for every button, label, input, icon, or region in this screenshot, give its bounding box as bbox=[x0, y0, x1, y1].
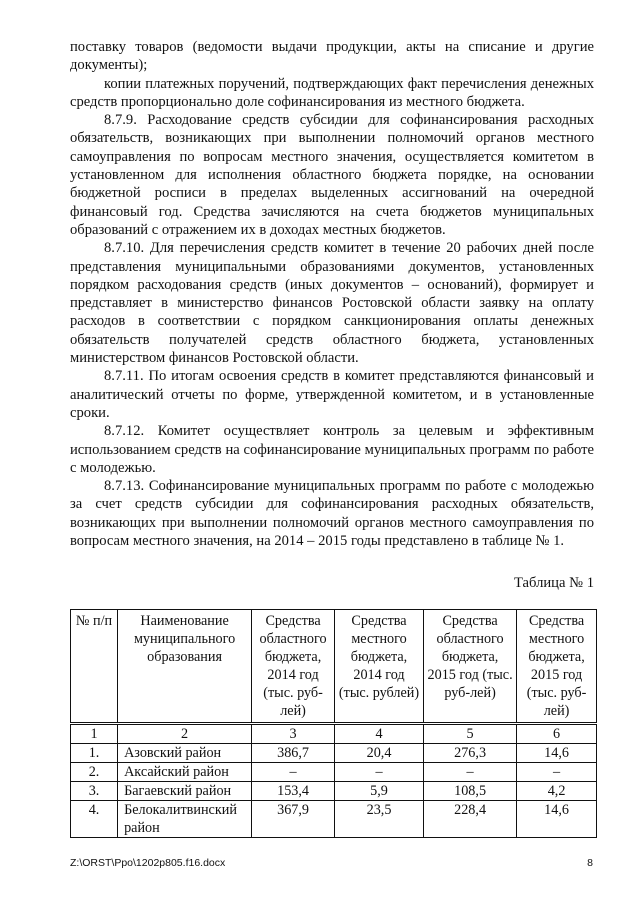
paragraph: поставку товаров (ведомости выдачи продукции, акты на списание и другие документы); bbox=[70, 39, 594, 74]
row-number: 2. bbox=[71, 763, 118, 782]
municipality-name: Багаевский район bbox=[118, 782, 252, 801]
column-number: 2 bbox=[118, 724, 252, 744]
value-cell: – bbox=[424, 763, 517, 782]
value-cell: 367,9 bbox=[252, 801, 335, 838]
file-path: Z:\ORST\Ppo\1202p805.f16.docx bbox=[70, 857, 226, 869]
header-cell: Наименование муниципального образования bbox=[118, 610, 252, 724]
column-number: 1 bbox=[71, 724, 118, 744]
paragraph: 8.7.11. По итогам освоения средств в комитет представляются финансовый и аналитический отчеты по форме, утвержденной комитетом, и в установленные сроки. bbox=[70, 368, 594, 421]
paragraph: 8.7.13. Софинансирование муниципальных программ по работе с молодежью за счет средств субсидии для софинансирования расходных обязательств, возникающих при выполнении полномочий органов местного самоуправления по вопросам местного значения, на 2014 – 2015 годы представлено в таблице № 1. bbox=[70, 478, 594, 550]
municipality-name: Белокалитвинский район bbox=[118, 801, 252, 838]
value-cell: 5,9 bbox=[335, 782, 424, 801]
value-cell: 108,5 bbox=[424, 782, 517, 801]
column-number: 4 bbox=[335, 724, 424, 744]
paragraph: копии платежных поручений, подтверждающих факт перечисления денежных средств пропорционально доле софинансирования из местного бюджета. bbox=[70, 75, 594, 110]
value-cell: – bbox=[252, 763, 335, 782]
header-cell: Средства местного бюджета, 2014 год (тыс. рублей) bbox=[335, 610, 424, 724]
header-cell: Средства местного бюджета, 2015 год (тыс. руб-лей) bbox=[517, 610, 597, 724]
row-number: 4. bbox=[71, 801, 118, 838]
row-number: 3. bbox=[71, 782, 118, 801]
value-cell: – bbox=[517, 763, 597, 782]
table-row bbox=[71, 763, 597, 782]
header-cell: № п/п bbox=[71, 610, 118, 724]
value-cell: 276,3 bbox=[424, 744, 517, 763]
header-cell: Средства областного бюджета, 2015 год (тыс. руб-лей) bbox=[424, 610, 517, 724]
paragraph: 8.7.9. Расходование средств субсидии для софинансирования расходных обязательств, возникающих при выполнении полномочий органов местного самоуправления по вопросам местного значения, осуществляется комитетом в установленном для исполнения областного бюджета порядке, на основании бюджетной росписи в пределах выделенных ассигнований на очередной финансовый год. Средства зачисляются на счета бюджетов муниципальных образований с отражением их в доходах местных бюджетов. bbox=[70, 112, 594, 238]
table-caption: Таблица № 1 bbox=[514, 575, 594, 591]
table-row bbox=[71, 801, 597, 838]
municipality-name: Аксайский район bbox=[118, 763, 252, 782]
column-number: 3 bbox=[252, 724, 335, 744]
table-row bbox=[71, 782, 597, 801]
row-number: 1. bbox=[71, 744, 118, 763]
column-number: 6 bbox=[517, 724, 597, 744]
value-cell: 228,4 bbox=[424, 801, 517, 838]
page-number: 8 bbox=[587, 857, 593, 869]
value-cell: 14,6 bbox=[517, 801, 597, 838]
value-cell: 386,7 bbox=[252, 744, 335, 763]
column-number-row bbox=[71, 724, 597, 744]
paragraph: 8.7.12. Комитет осуществляет контроль за целевым и эффективным использованием средств на софинансирование муниципальных программ по работе с молодежью. bbox=[70, 423, 594, 476]
document-body bbox=[70, 38, 594, 550]
funding-table bbox=[70, 609, 597, 838]
table-header-row bbox=[71, 610, 597, 724]
value-cell: 4,2 bbox=[517, 782, 597, 801]
column-number: 5 bbox=[424, 724, 517, 744]
table-row bbox=[71, 744, 597, 763]
paragraph: 8.7.10. Для перечисления средств комитет в течение 20 рабочих дней после представления муниципальными образованиями документов, установленных порядком расходования средств (иных документов – оснований), формирует и представляет в министерство финансов Ростовской области заявку на оплату расходов в соответствии с порядком санкционирования оплаты денежных обязательств получателей средств областного бюджета, установленных министерством финансов Ростовской области. bbox=[70, 240, 594, 367]
value-cell: 20,4 bbox=[335, 744, 424, 763]
value-cell: 23,5 bbox=[335, 801, 424, 838]
value-cell: – bbox=[335, 763, 424, 782]
value-cell: 14,6 bbox=[517, 744, 597, 763]
municipality-name: Азовский район bbox=[118, 744, 252, 763]
header-cell: Средства областного бюджета, 2014 год (тыс. руб-лей) bbox=[252, 610, 335, 724]
value-cell: 153,4 bbox=[252, 782, 335, 801]
